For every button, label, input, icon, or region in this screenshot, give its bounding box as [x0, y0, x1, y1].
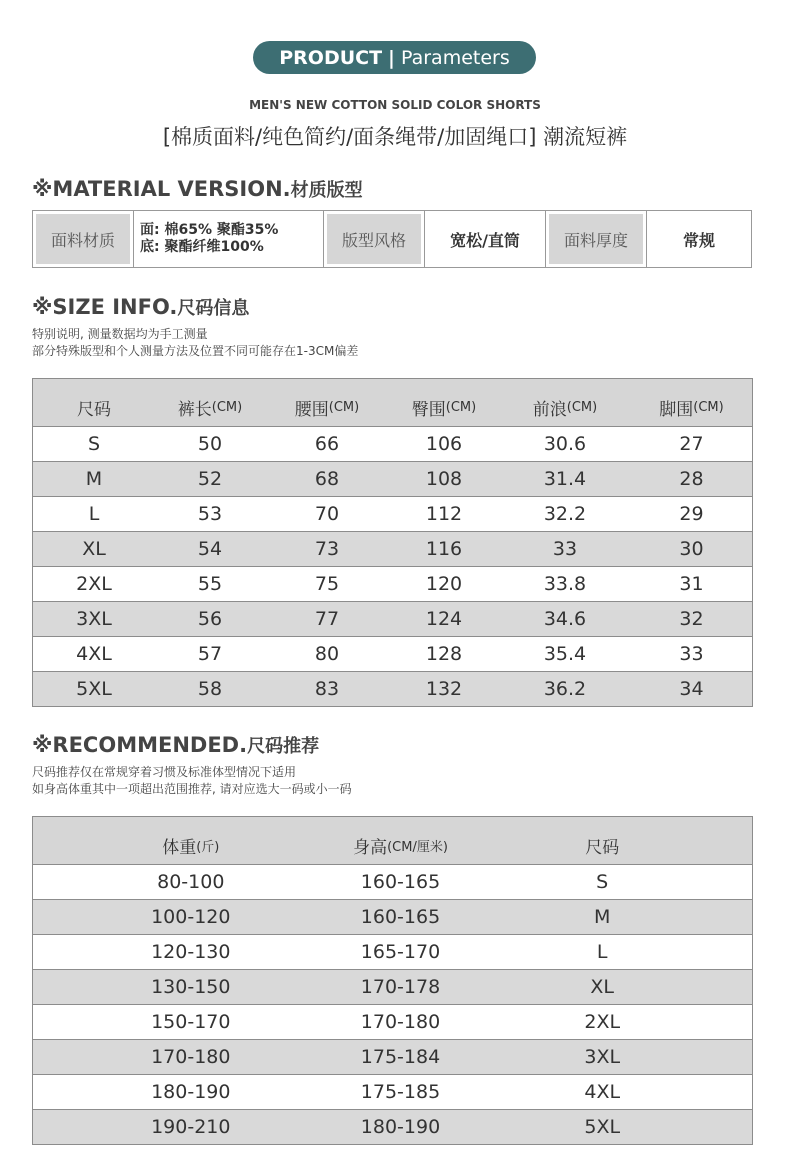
- rec-row: [33, 1074, 752, 1109]
- size-cell: 77: [314, 608, 340, 630]
- size-cell: 50: [197, 433, 223, 455]
- fabric-label: 面料材质: [36, 214, 130, 264]
- size-header-unit: (CM): [566, 400, 598, 415]
- fabric-line-2: 底: 聚酯纤维100%: [140, 239, 264, 255]
- rec-cell: 165-170: [360, 941, 441, 963]
- size-cell: S: [87, 433, 101, 455]
- size-cell: 56: [197, 608, 223, 630]
- material-table: [32, 210, 752, 268]
- size-cell: M: [85, 468, 103, 490]
- rec-cell: 170-178: [360, 976, 441, 998]
- rec-header-label: 体重: [162, 838, 197, 858]
- size-header-unit: (CM): [211, 400, 243, 415]
- size-cell: 80: [314, 643, 340, 665]
- size-header-label: 脚围: [659, 400, 694, 420]
- size-cell: 68: [314, 468, 340, 490]
- size-cell: 55: [197, 573, 223, 595]
- size-cell: 33: [552, 538, 578, 560]
- size-cell: 2XL: [76, 573, 112, 595]
- size-row: [33, 671, 752, 706]
- rec-cell: 120-130: [151, 941, 231, 963]
- rec-cell: 2XL: [584, 1011, 621, 1033]
- size-cell: 106: [425, 433, 463, 455]
- rec-header-row: [33, 817, 752, 864]
- size-cell: 31: [679, 573, 704, 595]
- size-header-unit: (CM): [445, 400, 477, 415]
- size-cell: 54: [197, 538, 223, 560]
- rec-cell: 80-100: [157, 871, 225, 893]
- size-cell: 120: [425, 573, 463, 595]
- rec-cell: 170-180: [151, 1046, 231, 1068]
- fabric-line-1: 面: 棉65% 聚酯35%: [140, 222, 279, 238]
- size-header-unit: (CM): [693, 400, 724, 415]
- rec-cell: 4XL: [584, 1081, 621, 1103]
- recommended-note-2: 如身高体重其中一项超出范围推荐, 请对应选大一码或小一码: [32, 782, 352, 796]
- thickness-value: 常规: [646, 211, 751, 267]
- size-header-cell: [155, 379, 265, 426]
- rec-cell: 175-185: [360, 1081, 441, 1103]
- size-header-label: 尺码: [77, 400, 111, 420]
- size-header-cell: [631, 379, 752, 426]
- fabric-value: [133, 211, 324, 267]
- size-cell: 29: [679, 503, 704, 525]
- size-row: [33, 531, 752, 566]
- rec-row: [33, 899, 752, 934]
- rec-header-unit: (斤): [196, 840, 220, 855]
- size-header-label: 前浪: [532, 400, 567, 420]
- size-cell: 34: [679, 678, 704, 700]
- rec-cell: 190-210: [151, 1116, 231, 1138]
- size-cell: 112: [425, 503, 463, 525]
- rec-cell: 175-184: [360, 1046, 441, 1068]
- size-cell: 83: [314, 678, 340, 700]
- rec-cell: 150-170: [151, 1011, 231, 1033]
- recommendation-table: [32, 816, 753, 1145]
- rec-cell: 160-165: [360, 906, 441, 928]
- recommended-title-en: ※RECOMMENDED.: [32, 733, 248, 757]
- material-title-cn: 材质版型: [290, 180, 363, 201]
- size-info-note-2: 部分特殊版型和个人测量方法及位置不同可能存在1-3CM偏差: [32, 344, 359, 358]
- size-cell: 5XL: [76, 678, 112, 700]
- size-header-cell: [265, 379, 389, 426]
- size-header-cell: [33, 379, 155, 426]
- size-header-cell: [389, 379, 499, 426]
- rec-cell: M: [594, 906, 611, 928]
- rec-row: [33, 969, 752, 1004]
- size-header-unit: (CM): [328, 400, 360, 415]
- size-cell: 128: [425, 643, 463, 665]
- rec-header-cell: [452, 817, 752, 864]
- thickness-label: 面料厚度: [549, 214, 643, 264]
- rec-cell: 160-165: [360, 871, 441, 893]
- size-header-label: 臀围: [411, 400, 446, 420]
- size-row: [33, 636, 752, 671]
- material-section-title: [32, 176, 363, 202]
- size-cell: L: [88, 503, 100, 525]
- size-cell: 33: [679, 643, 704, 665]
- recommended-note-1: 尺码推荐仅在常规穿着习惯及标准体型情况下适用: [32, 765, 297, 779]
- rec-header-label: 尺码: [585, 838, 620, 858]
- banner-product-text: PRODUCT: [279, 46, 383, 69]
- rec-cell: 3XL: [584, 1046, 621, 1068]
- size-row: [33, 426, 752, 461]
- banner-separator: |: [388, 46, 395, 69]
- style-label: 版型风格: [327, 214, 421, 264]
- size-cell: 27: [679, 433, 704, 455]
- size-cell: 73: [314, 538, 340, 560]
- size-row: [33, 566, 752, 601]
- size-row: [33, 461, 752, 496]
- size-header-row: [33, 379, 752, 426]
- size-cell: 66: [314, 433, 340, 455]
- rec-cell: S: [596, 871, 609, 893]
- size-cell: 58: [197, 678, 223, 700]
- rec-row: [33, 864, 752, 899]
- rec-cell: 170-180: [360, 1011, 441, 1033]
- size-cell: 31.4: [543, 468, 587, 490]
- rec-cell: 5XL: [584, 1116, 621, 1138]
- rec-row: [33, 1109, 752, 1144]
- size-cell: 28: [679, 468, 704, 490]
- rec-row: [33, 934, 752, 969]
- rec-row: [33, 1039, 752, 1074]
- size-cell: 4XL: [76, 643, 112, 665]
- size-cell: 36.2: [543, 678, 587, 700]
- size-row: [33, 496, 752, 531]
- size-info-title-cn: 尺码信息: [177, 298, 250, 319]
- size-cell: 124: [425, 608, 463, 630]
- size-cell: 116: [425, 538, 463, 560]
- rec-header-label: 身高: [353, 838, 388, 858]
- size-cell: 32.2: [543, 503, 587, 525]
- size-info-section-title: [32, 294, 249, 320]
- size-row: [33, 601, 752, 636]
- size-cell: 52: [197, 468, 223, 490]
- size-cell: 132: [425, 678, 463, 700]
- size-cell: 75: [314, 573, 340, 595]
- size-info-notes: [32, 326, 358, 360]
- rec-cell: 130-150: [151, 976, 231, 998]
- rec-row: [33, 1004, 752, 1039]
- rec-cell: L: [596, 941, 608, 963]
- size-cell: 108: [425, 468, 463, 490]
- product-subtitle-en: MEN'S NEW COTTON SOLID COLOR SHORTS: [249, 98, 541, 112]
- size-header-cell: [499, 379, 631, 426]
- size-cell: 32: [679, 608, 704, 630]
- recommended-title-cn: 尺码推荐: [247, 736, 320, 757]
- rec-header-cell: [33, 817, 349, 864]
- size-cell: 3XL: [76, 608, 112, 630]
- size-cell: 70: [314, 503, 340, 525]
- material-title-en: ※MATERIAL VERSION.: [32, 177, 291, 201]
- rec-cell: 180-190: [360, 1116, 441, 1138]
- style-value: 宽松/直筒: [424, 211, 546, 267]
- size-info-title-en: ※SIZE INFO.: [32, 295, 178, 319]
- size-cell: 30: [679, 538, 704, 560]
- banner-parameters-text: Parameters: [401, 46, 510, 69]
- size-cell: 35.4: [543, 643, 587, 665]
- product-subtitle-cn: [棉质面料/纯色简约/面条绳带/加固绳口] 潮流短裤: [162, 125, 628, 149]
- size-header-label: 裤长: [177, 400, 212, 420]
- size-header-label: 腰围: [294, 400, 329, 420]
- size-cell: 30.6: [543, 433, 587, 455]
- size-cell: 57: [197, 643, 223, 665]
- rec-cell: XL: [590, 976, 615, 998]
- rec-cell: 180-190: [151, 1081, 231, 1103]
- recommended-notes: [32, 764, 352, 798]
- size-cell: 34.6: [543, 608, 587, 630]
- size-cell: 33.8: [543, 573, 587, 595]
- recommended-section-title: [32, 732, 319, 758]
- rec-header-cell: [349, 817, 453, 864]
- size-cell: 53: [197, 503, 223, 525]
- rec-cell: 100-120: [151, 906, 231, 928]
- size-info-note-1: 特别说明, 测量数据均为手工测量: [32, 327, 208, 341]
- size-table: [32, 378, 753, 707]
- rec-header-unit: (CM/厘米): [387, 840, 448, 855]
- size-cell: XL: [82, 538, 106, 560]
- product-parameters-banner: [253, 41, 536, 74]
